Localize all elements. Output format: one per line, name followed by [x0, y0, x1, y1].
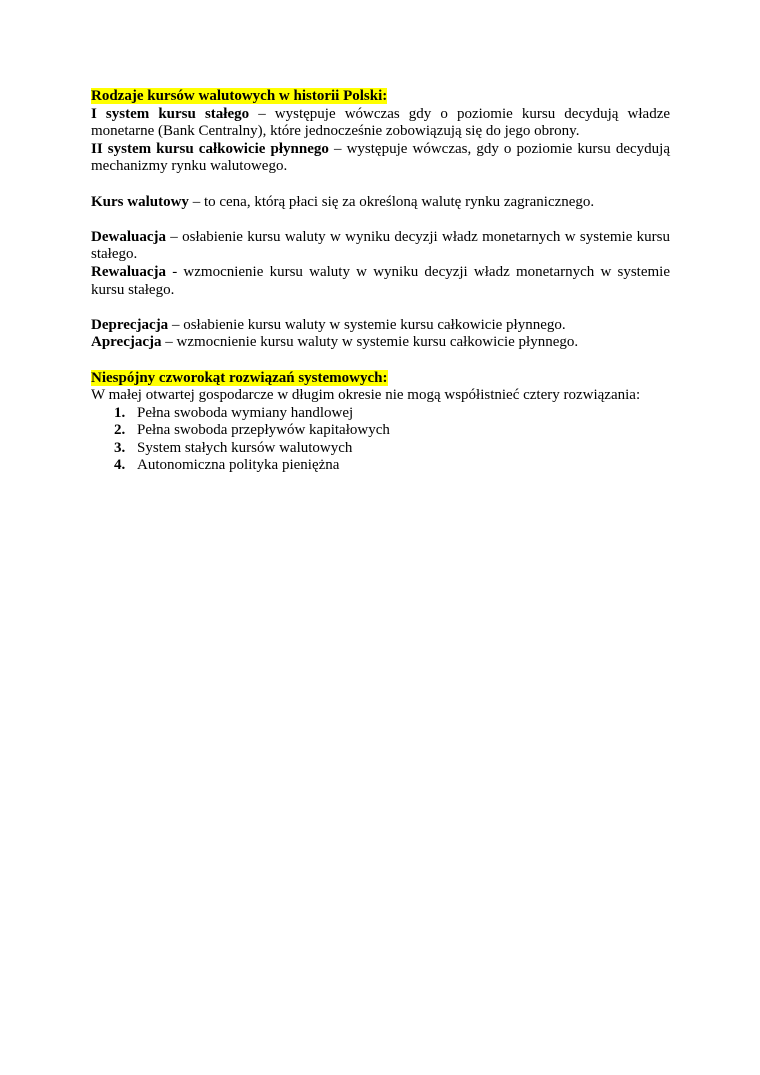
- list-item-text: Autonomiczna polityka pieniężna: [137, 457, 340, 474]
- paragraph-revaluation: [91, 264, 670, 299]
- term-exchange-rate: Kurs walutowy: [91, 193, 189, 210]
- blank-line: [91, 352, 670, 370]
- list-item-number: 3.: [114, 439, 126, 456]
- section-heading-exchange-rate-types: [91, 88, 670, 106]
- term-depreciation: Deprecjacja: [91, 316, 169, 333]
- term-devaluation: Dewaluacja: [91, 228, 166, 245]
- paragraph-exchange-rate: [91, 194, 670, 212]
- paragraph-depreciation: [91, 317, 670, 335]
- definition-revaluation: - wzmocnienie kursu waluty w wyniku decyzji władz monetarnych w systemie kursu stałego.: [91, 263, 670, 298]
- list-item: [91, 440, 670, 458]
- section-heading-impossible-quadrilateral: [91, 370, 670, 388]
- numbered-list: [91, 405, 670, 475]
- list-item-text: Pełna swoboda przepływów kapitałowych: [137, 422, 390, 439]
- highlighted-heading: Niespójny czworokąt rozwiązań systemowych:: [91, 369, 388, 386]
- list-item: [91, 457, 670, 475]
- list-item: [91, 405, 670, 423]
- blank-line: [91, 176, 670, 194]
- definition-devaluation: – osłabienie kursu waluty w wyniku decyzji władz monetarnych w systemie kursu stałego.: [91, 228, 670, 263]
- term-fixed-rate-system: I system kursu stałego: [91, 105, 250, 122]
- list-item-number: 4.: [114, 457, 126, 474]
- definition-floating-rate-system: – występuje wówczas, gdy o poziomie kursu decydują mechanizmy rynku walutowego.: [91, 140, 670, 175]
- list-item-text: Pełna swoboda wymiany handlowej: [137, 404, 354, 421]
- term-floating-rate-system: II system kursu całkowicie płynnego: [91, 140, 329, 157]
- definition-exchange-rate: – to cena, którą płaci się za określoną walutę rynku zagranicznego.: [188, 193, 595, 210]
- paragraph-intro: W małej otwartej gospodarcze w długim okresie nie mogą współistnieć cztery rozwiązania:: [91, 387, 641, 404]
- list-item: [91, 422, 670, 440]
- document-page: [91, 88, 670, 475]
- list-item-text: System stałych kursów walutowych: [137, 439, 353, 456]
- paragraph-appreciation: [91, 334, 670, 352]
- definition-depreciation: – osłabienie kursu waluty w systemie kursu całkowicie płynnego.: [168, 316, 566, 333]
- list-item-number: 1.: [114, 404, 126, 421]
- blank-line: [91, 211, 670, 229]
- highlighted-heading: Rodzaje kursów walutowych w historii Polski:: [91, 88, 388, 104]
- term-appreciation: Aprecjacja: [91, 334, 162, 351]
- paragraph-fixed-rate-system: [91, 106, 670, 141]
- blank-line: [91, 299, 670, 317]
- list-item-number: 2.: [114, 422, 126, 439]
- paragraph-floating-rate-system: [91, 141, 670, 176]
- definition-fixed-rate-system: – występuje wówczas gdy o poziomie kursu decydują władze monetarne (Bank Centralny), które jednocześnie zobowiązują się do jego obrony.: [91, 105, 671, 140]
- definition-appreciation: – wzmocnienie kursu waluty w systemie kursu całkowicie płynnego.: [161, 334, 579, 351]
- paragraph-devaluation: [91, 229, 670, 264]
- term-revaluation: Rewaluacja: [91, 263, 166, 280]
